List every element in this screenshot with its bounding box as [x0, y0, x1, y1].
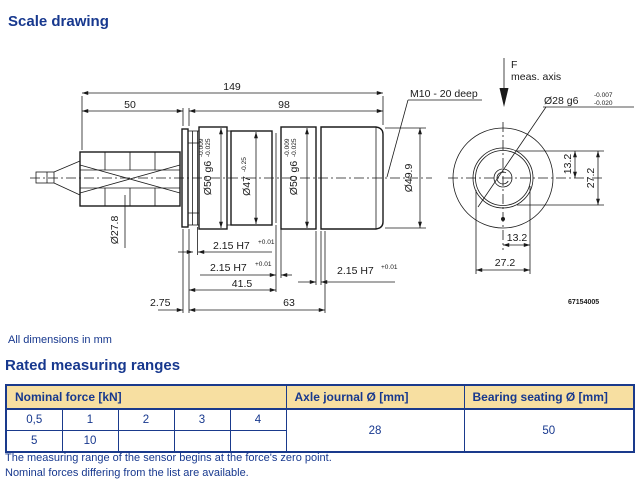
table-header-row	[6, 385, 634, 409]
force-label: F	[511, 59, 518, 71]
dim-149: 149	[223, 81, 241, 93]
dim-cable-dia	[109, 195, 125, 248]
footnote-other-forces: Nominal forces differing from the list are available.	[5, 467, 249, 479]
nominal-force-cell: 5	[6, 431, 62, 453]
svg-text:Ø49.9: Ø49.9	[403, 163, 415, 193]
svg-text:13.2: 13.2	[562, 153, 574, 175]
dim-50: 50	[124, 99, 136, 111]
dim-total-length	[82, 81, 383, 150]
svg-text:27.2: 27.2	[585, 167, 597, 189]
end-view	[448, 92, 634, 306]
page-title: Scale drawing	[8, 13, 109, 30]
dim-27-8: Ø27.8	[109, 215, 121, 245]
svg-text:-0.007: -0.007	[594, 92, 613, 99]
svg-text:-0.025: -0.025	[291, 138, 298, 157]
svg-text:+0.01: +0.01	[381, 264, 398, 271]
col-axle-journal: Axle journal Ø [mm]	[286, 385, 464, 409]
footnote-zero-point: The measuring range of the sensor begins at the force's zero point.	[5, 452, 332, 464]
dim-mid-dia	[241, 157, 253, 196]
col-nominal-force: Nominal force [kN]	[6, 385, 286, 409]
svg-text:-0.020: -0.020	[594, 100, 613, 107]
svg-text:-0.009: -0.009	[198, 138, 205, 157]
svg-text:13.2: 13.2	[506, 232, 528, 244]
dim-rear-length	[189, 99, 383, 111]
dim-groove-1	[178, 239, 275, 252]
svg-text:41.5: 41.5	[231, 278, 253, 290]
nominal-force-cell: 1	[62, 409, 118, 431]
dim-seat-dia-1	[198, 138, 214, 195]
nominal-force-cell	[174, 431, 230, 453]
nominal-force-cell: 2	[118, 409, 174, 431]
svg-text:-0.009: -0.009	[284, 138, 291, 157]
cable-block	[80, 152, 180, 206]
col-bearing-seating: Bearing seating Ø [mm]	[464, 385, 634, 409]
rated-measuring-ranges-table	[5, 384, 635, 453]
dim-body-span	[189, 297, 325, 310]
thread-label: M10 - 20 deep	[410, 88, 478, 100]
svg-text:-0.025: -0.025	[205, 138, 212, 157]
dim-groove-3	[298, 264, 398, 282]
svg-text:27.2: 27.2	[494, 257, 516, 269]
table-heading: Rated measuring ranges	[5, 357, 181, 374]
svg-text:+0.01: +0.01	[258, 239, 275, 246]
meas-axis-label: meas. axis	[511, 71, 562, 83]
svg-text:Ø47: Ø47	[241, 176, 253, 196]
side-view	[30, 81, 482, 313]
drawing-number: 67154005	[568, 299, 600, 306]
nominal-force-cell	[230, 431, 286, 453]
nominal-force-cell: 3	[174, 409, 230, 431]
svg-text:63: 63	[283, 297, 295, 309]
svg-text:2.15 H7: 2.15 H7	[210, 262, 247, 274]
dim-groove-2	[200, 261, 292, 275]
svg-text:Ø50 g6: Ø50 g6	[202, 160, 214, 196]
nominal-force-cell: 0,5	[6, 409, 62, 431]
dimensions-note: All dimensions in mm	[8, 334, 112, 346]
dim-groove-span	[189, 278, 276, 290]
svg-text:2.15 H7: 2.15 H7	[213, 240, 250, 252]
dim-front-length	[82, 99, 189, 126]
bearing-seating-value: 50	[464, 409, 634, 452]
thread-callout	[387, 88, 482, 177]
scale-drawing	[0, 50, 638, 325]
nominal-force-cell	[118, 431, 174, 453]
dim-98: 98	[278, 99, 290, 111]
dim-seat-dia-2	[284, 138, 300, 195]
journal-callout	[478, 92, 634, 207]
nominal-force-cell: 10	[62, 431, 118, 453]
nominal-force-cell: 4	[230, 409, 286, 431]
svg-text:Ø50 g6: Ø50 g6	[288, 160, 300, 196]
svg-text:+0.01: +0.01	[255, 261, 272, 268]
table-row	[6, 409, 634, 431]
dim-flange-width	[150, 297, 183, 310]
svg-text:2.75: 2.75	[150, 297, 171, 309]
svg-text:2.15 H7: 2.15 H7	[337, 265, 374, 277]
svg-text:-0.25: -0.25	[241, 157, 248, 172]
axle-journal-value: 28	[286, 409, 464, 452]
svg-text:Ø28 g6: Ø28 g6	[544, 95, 579, 107]
